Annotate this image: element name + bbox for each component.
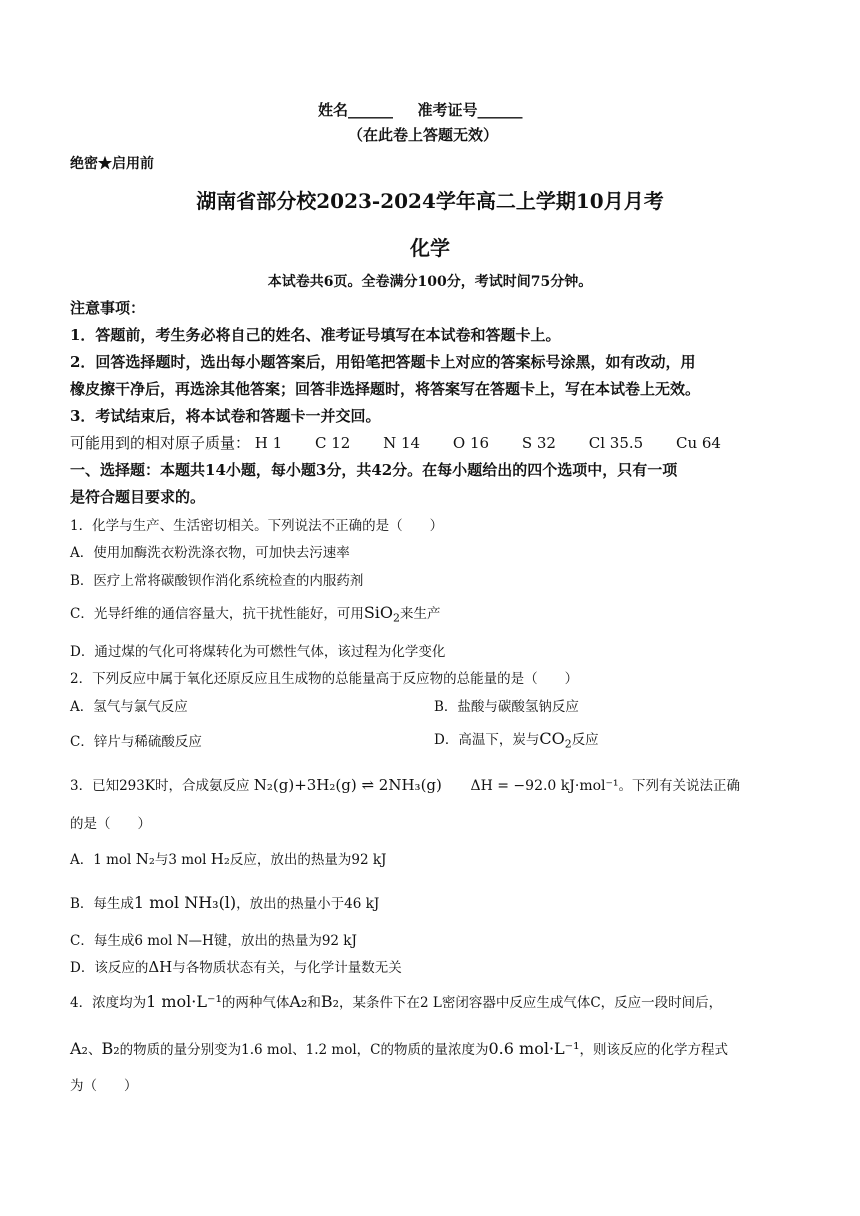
q4-line2-tail: ，则该反应的化学方程式	[579, 1042, 729, 1058]
atomic-mass-cu: Cu 64	[675, 434, 721, 452]
q3-delta-h: ΔH = −92.0 kJ·mol⁻¹	[470, 778, 619, 794]
q1-option-b: B．医疗上常将碳酸钡作消化系统检查的内服药剂	[70, 573, 364, 589]
atomic-mass-c: C 12	[314, 434, 351, 452]
q4-line2-sep: 、	[87, 1042, 102, 1058]
q4-and: 和	[307, 995, 321, 1011]
q3-stem-tail: 。下列有关说法正确	[618, 778, 741, 794]
q3-option-a-text: A．1 mol	[70, 852, 132, 868]
q2-option-a: A．氢气与氯气反应	[70, 699, 188, 715]
atomic-masses	[70, 432, 721, 453]
q3-option-b-tail: ，放出的热量小于46 kJ	[236, 896, 380, 912]
atomic-mass-cl: Cl 35.5	[588, 434, 644, 452]
atomic-mass-n: N 14	[383, 434, 421, 452]
q2-option-c: C．锌片与稀硫酸反应	[70, 734, 202, 750]
q3-stem-line1	[70, 774, 740, 794]
q3-option-d-tail: 与各物质状态有关，与化学计量数无关	[172, 960, 402, 976]
note-1: 1．答题前，考生务必将自己的姓名、准考证号填写在本试卷和答题卡上。	[70, 326, 561, 344]
q4-a2: A₂	[289, 992, 308, 1011]
secret-mark: 绝密★启用前	[70, 156, 154, 172]
q1-stem: 1．化学与生产、生活密切相关。下列说法不正确的是（ ）	[70, 518, 444, 534]
q1-option-d: D．通过煤的气化可将煤转化为可燃性气体，该过程为化学变化	[70, 644, 446, 660]
q4-stem-tail: ，某条件下在2 L密闭容器中反应生成气体C，反应一段时间后，	[339, 995, 723, 1011]
note-2-line2: 橡皮擦干净后，再选涂其他答案；回答非选择题时，将答案写在答题卡上，写在本试卷上无效。	[70, 380, 701, 398]
q4-stem-mid: 的两种气体	[221, 995, 290, 1011]
q4-stem-line2	[70, 1038, 728, 1058]
q3-equation: N₂(g)+3H₂(g) ⇌ 2NH₃(g)	[253, 776, 442, 794]
q3-option-b-text: B．每生成	[70, 896, 134, 912]
q1-sio2-subscript: 2	[393, 611, 401, 625]
q3-option-a	[70, 848, 386, 868]
q3-option-a-mid: 与3 mol	[154, 852, 207, 868]
q3-nh3-formula: 1 mol NH₃(l)	[133, 893, 237, 912]
exam-title: 湖南省部分校2023-2024学年高二上学期10月月考	[196, 189, 664, 213]
atomic-mass-s: S 32	[521, 434, 556, 452]
atomic-masses-label: 可能用到的相对原子质量：	[70, 434, 251, 452]
q2-co2-formula: CO	[539, 729, 565, 748]
q1-option-c	[70, 602, 441, 625]
subject-title: 化学	[410, 236, 450, 260]
q4-b2: B₂	[320, 992, 339, 1011]
q4-stem-text: 4．浓度均为	[70, 995, 147, 1011]
note-2-line1: 2．回答选择题时，选出每小题答案后，用铅笔把答题卡上对应的答案标号涂黑，如有改动，用	[70, 353, 696, 371]
q2-option-d-tail: 反应	[571, 732, 599, 748]
q3-option-d-text: D．该反应的	[70, 960, 149, 976]
q4-line2-concentration: 0.6 mol·L⁻¹	[488, 1039, 580, 1058]
q4-stem-line3: 为（ ）	[70, 1078, 138, 1094]
q4-stem-line1	[70, 991, 722, 1011]
invalid-note: （在此卷上答题无效）	[348, 126, 499, 144]
section-1-line1: 一、选择题：本题共14小题，每小题3分，共42分。在每小题给出的四个选项中，只有一项	[70, 461, 678, 479]
q2-stem: 2．下列反应中属于氧化还原反应且生成物的总能量高于反应物的总能量的是（ ）	[70, 671, 579, 687]
atomic-mass-o: O 16	[452, 434, 490, 452]
atomic-mass-h: H 1	[254, 434, 283, 452]
q1-option-c-tail: 来生产	[400, 606, 441, 622]
name-blank: ______	[348, 101, 394, 119]
q1-sio2-formula: SiO	[363, 603, 394, 622]
q3-option-d	[70, 956, 402, 976]
q3-stem-line2: 的是（ ）	[70, 816, 151, 832]
candidate-info-line	[318, 99, 523, 120]
note-3: 3．考试结束后，将本试卷和答题卡一并交回。	[70, 407, 381, 425]
exam-id-label: 准考证号	[417, 101, 478, 119]
q2-option-d	[434, 728, 599, 751]
name-label: 姓名	[318, 101, 349, 119]
q3-option-b	[70, 892, 379, 912]
q3-h2-formula: H₂	[210, 850, 230, 868]
q4-concentration: 1 mol·L⁻¹	[146, 992, 222, 1011]
q2-co2-subscript: 2	[564, 737, 572, 751]
q2-option-b: B．盐酸与碳酸氢钠反应	[434, 699, 579, 715]
q1-option-c-text: C．光导纤维的通信容量大，抗干扰性能好，可用	[70, 606, 364, 622]
section-1-line2: 是符合题目要求的。	[70, 488, 206, 506]
q4-line2-a2: A₂	[70, 1039, 88, 1058]
q1-option-a: A．使用加酶洗衣粉洗涤衣物，可加快去污速率	[70, 545, 350, 561]
q3-n2-formula: N₂	[135, 850, 155, 868]
exam-id-blank: ______	[477, 101, 523, 119]
q3-option-a-tail: 反应，放出的热量为92 kJ	[229, 852, 387, 868]
notes-heading: 注意事项：	[70, 299, 146, 317]
q3-stem-text: 3．已知293K时，合成氨反应	[70, 778, 250, 794]
q3-option-d-dh: ΔH	[148, 958, 173, 976]
q2-option-d-text: D．高温下，炭与	[434, 732, 540, 748]
exam-info: 本试卷共6页。全卷满分100分，考试时间75分钟。	[267, 274, 593, 290]
q3-option-c: C．每生成6 mol N—H键，放出的热量为92 kJ	[70, 933, 357, 949]
q4-line2-mid: 的物质的量分别变为1.6 mol、1.2 mol，C的物质的量浓度为	[119, 1042, 489, 1058]
q4-line2-b2: B₂	[101, 1039, 120, 1058]
